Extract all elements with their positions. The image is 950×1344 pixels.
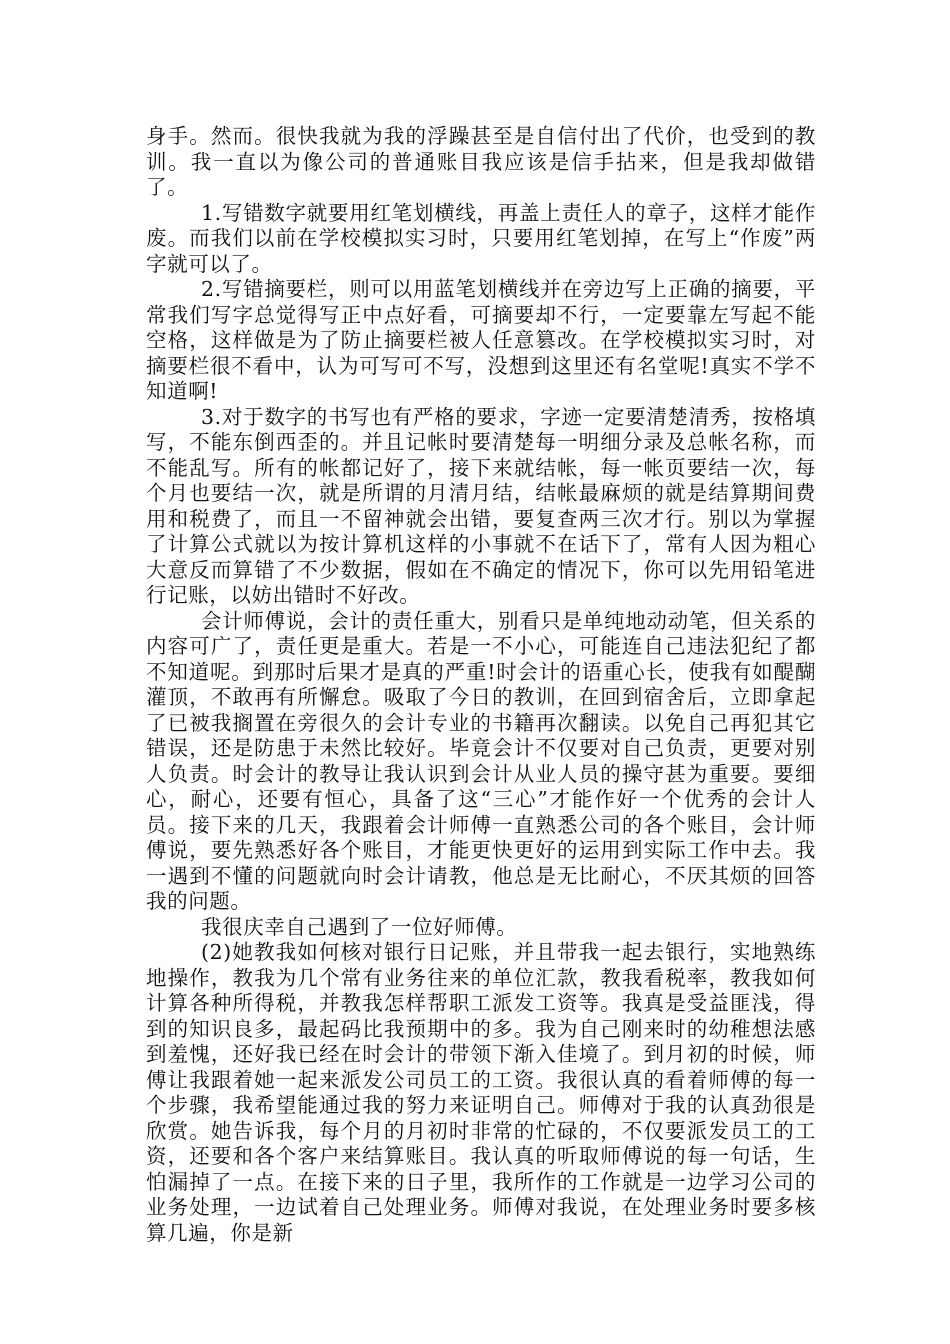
paragraph-3: 2.写错摘要栏，则可以用蓝笔划横线并在旁边写上正确的摘要，平常我们写字总觉得写正中点好看，可摘要却不行，一定要靠左写起不能空格，这样做是为了防止摘要栏被人任意篡改。在学校模拟实习时，对摘要栏很不看中，认为可写可不写，没想到这里还有名堂呢!真实不学不知道啊! [146, 277, 816, 403]
document-body [146, 124, 816, 1246]
paragraph-2: 1.写错数字就要用红笔划横线，再盖上责任人的章子，这样才能作废。而我们以前在学校模拟实习时，只要用红笔划掉，在写上“作废”两字就可以了。 [146, 200, 816, 276]
paragraph-7: (2)她教我如何核对银行日记账，并且带我一起去银行，实地熟练地操作，教我为几个常有业务往来的单位汇款，教我看税率，教我如何计算各种所得税，并教我怎样帮职工派发工资等。我真是受益匪浅，得到的知识良多，最起码比我预期中的多。我为自己刚来时的幼稚想法感到羞愧，还好我已经在时会计的带领下渐入佳境了。到月初的时候，师傅让我跟着她一起来派发公司员工的工资。我很认真的看着师傅的每一个步骤，我希望能通过我的努力来证明自己。师傅对于我的认真劲很是欣赏。她告诉我，每个月的月初时非常的忙碌的，不仅要派发员工的工资，还要和各个客户来结算账目。我认真的听取师傅说的每一句话，生怕漏掉了一点。在接下来的日子里，我所作的工作就是一边学习公司的业务处理，一边试着自己处理业务。师傅对我说，在处理业务时要多核算几遍，你是新 [146, 940, 816, 1245]
paragraph-5: 会计师傅说，会计的责任重大，别看只是单纯地动动笔，但关系的内容可广了，责任更是重大。若是一不小心，可能连自己违法犯纪了都不知道呢。到那时后果才是真的严重!时会计的语重心长，使我有如醍醐灌顶，不敢再有所懈怠。吸取了今日的教训，在回到宿舍后，立即拿起了已被我搁置在旁很久的会计专业的书籍再次翻读。以免自己再犯其它错误，还是防患于未然比较好。毕竟会计不仅要对自己负责，更要对别人负责。时会计的教导让我认识到会计从业人员的操守甚为重要。要细心，耐心，还要有恒心，具备了这“三心”才能作好一个优秀的会计人员。接下来的几天，我跟着会计师傅一直熟悉公司的各个账目，会计师傅说，要先熟悉好各个账目，才能更快更好的运用到实际工作中去。我一遇到不懂的问题就向时会计请教，他总是无比耐心，不厌其烦的回答我的问题。 [146, 608, 816, 913]
paragraph-6: 我很庆幸自己遇到了一位好师傅。 [201, 914, 518, 939]
paragraph-4: 3.对于数字的书写也有严格的要求，字迹一定要清楚清秀，按格填写，不能东倒西歪的。并且记帐时要清楚每一明细分录及总帐名称，而不能乱写。所有的帐都记好了，接下来就结帐，每一帐页要结一次，每个月也要结一次，就是所谓的月清月结，结帐最麻烦的就是结算期间费用和税费了，而且一不留神就会出错，要复查两三次才行。别以为掌握了计算公式就以为按计算机这样的小事就不在话下了，常有人因为粗心大意反而算错了不少数据，假如在不确定的情况下，你可以先用铅笔进行记账，以妨出错时不好改。 [146, 404, 816, 607]
paragraph-1: 身手。然而。很快我就为我的浮躁甚至是自信付出了代价，也受到的教训。我一直以为像公司的普通账目我应该是信手拈来，但是我却做错了。 [146, 124, 816, 199]
